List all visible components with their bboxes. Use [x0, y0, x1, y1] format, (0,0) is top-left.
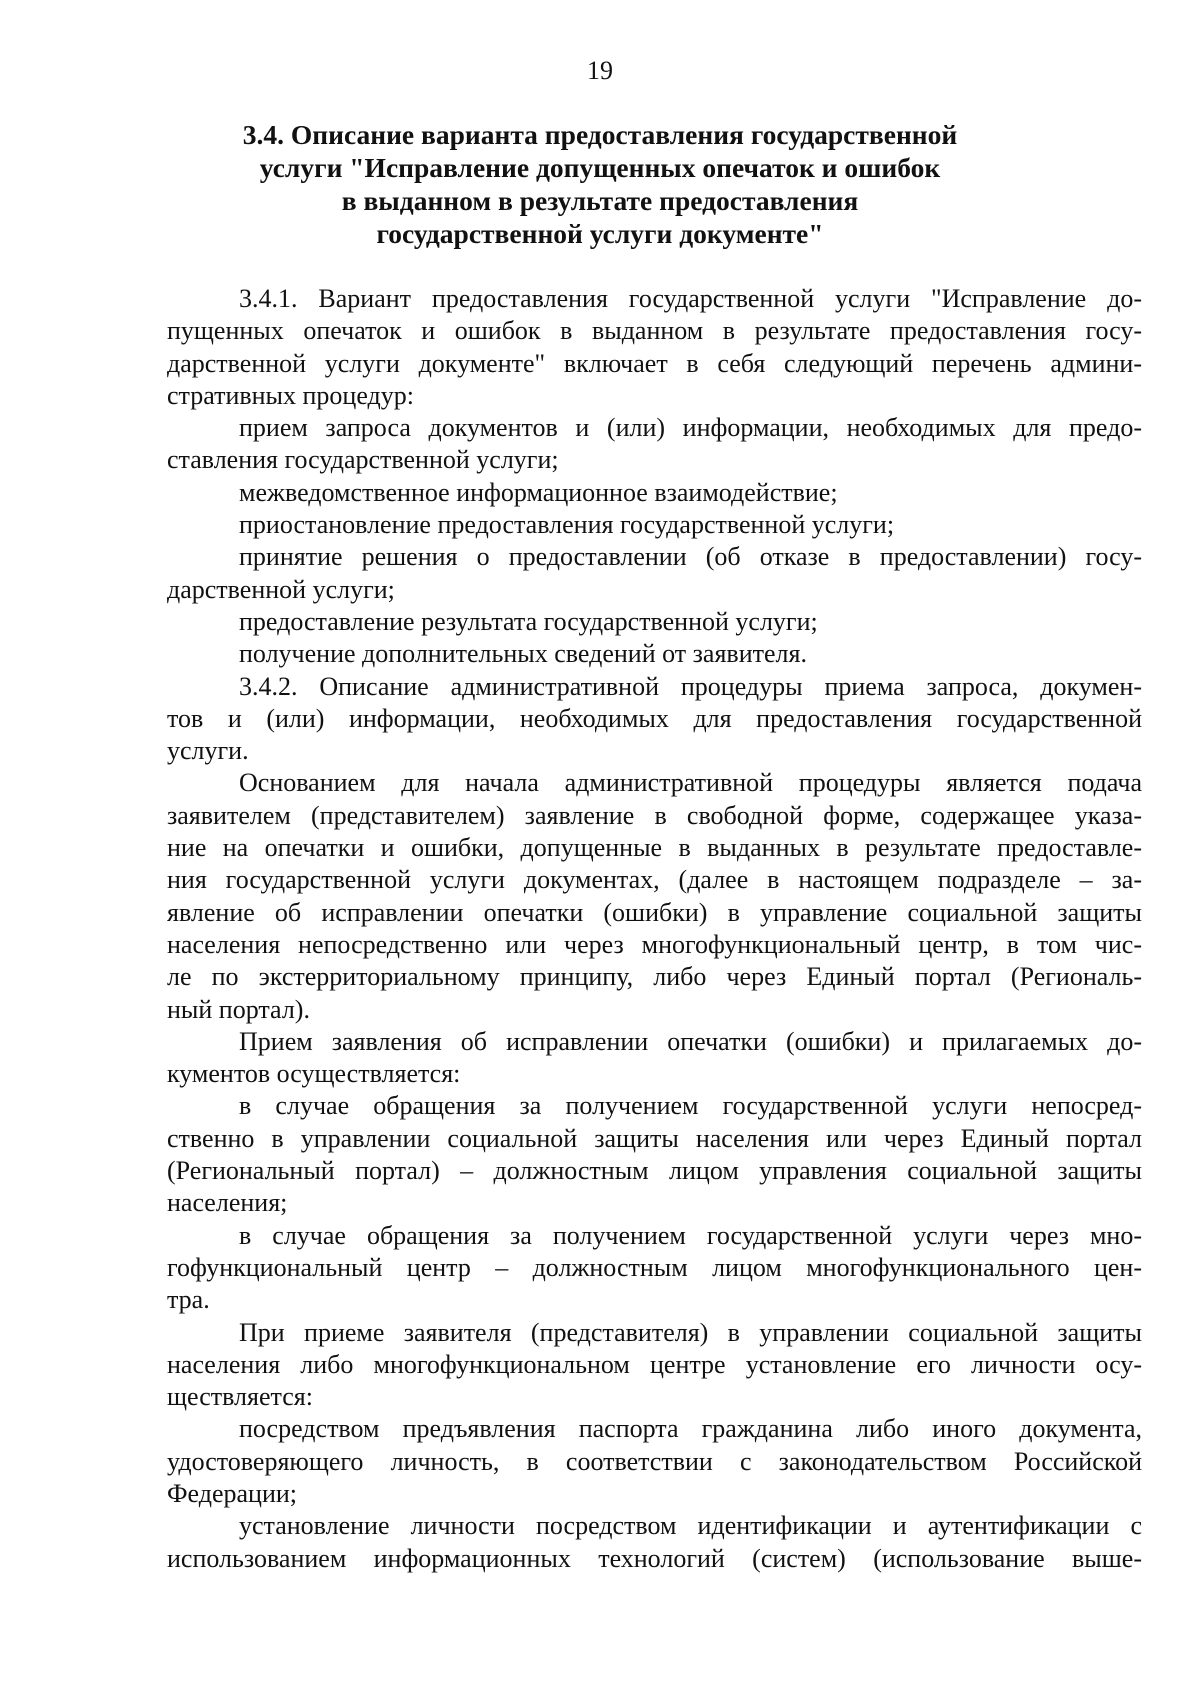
- text-line: посредством предъявления паспорта гражданина либо иного документа,: [239, 1414, 1142, 1444]
- text-line: стративных процедур:: [167, 380, 414, 410]
- text-line: гофункциональный центр – должностным лицом многофункционального цен-: [167, 1252, 1142, 1282]
- text-line: удостоверяющего личность, в соответствии с законодательством Российской: [167, 1446, 1142, 1476]
- text-line: ле по экстерриториальному принципу, либо через Единый портал (Региональ-: [167, 962, 1142, 992]
- text-line: (Региональный портал) – должностным лицом управления социальной защиты: [167, 1156, 1142, 1186]
- text-line: населения;: [167, 1188, 288, 1218]
- list-item-case: [167, 1090, 1142, 1219]
- text-line: ственно в управлении социальной защиты населения или через Единый портал: [167, 1123, 1142, 1153]
- text-line: услуги.: [167, 736, 249, 766]
- list-item-procedure: [167, 477, 1142, 509]
- text-line: приостановление предоставления государственной услуги;: [239, 510, 895, 540]
- list-item-procedure: [167, 638, 1142, 670]
- text-line: кументов осуществляется:: [167, 1059, 461, 1089]
- text-line: получение дополнительных сведений от заявителя.: [239, 639, 807, 669]
- text-line: прием запроса документов и (или) информации, необходимых для предо-: [239, 413, 1142, 443]
- section-title-line: 3.4. Описание варианта предоставления государственной: [242, 119, 958, 150]
- list-item-case: [167, 1220, 1142, 1317]
- paragraph: [167, 767, 1142, 1025]
- text-line: ный портал).: [167, 994, 310, 1024]
- list-item-procedure: [167, 509, 1142, 541]
- section-title-line: в выданном в результате предоставления: [341, 185, 859, 216]
- list-item-method: [167, 1413, 1142, 1510]
- text-line: тра.: [167, 1285, 210, 1315]
- text-line: пущенных опечаток и ошибок в выданном в результате предоставления госу-: [167, 316, 1142, 346]
- section-title: [150, 118, 1050, 250]
- paragraph-3-4-1: [167, 283, 1142, 412]
- text-line: заявителем (представителем) заявление в свободной форме, содержащее указа-: [167, 800, 1142, 830]
- text-line: межведомственное информационное взаимодействие;: [239, 477, 838, 507]
- text-line: ния государственной услуги документах, (далее в настоящем подразделе – за-: [167, 865, 1142, 895]
- text-line: 3.4.1. Вариант предоставления государственной услуги "Исправление до-: [239, 284, 1142, 313]
- list-item-method: [167, 1510, 1142, 1575]
- text-line: ние на опечатки и ошибки, допущенные в выданных в результате предоставле-: [167, 833, 1142, 863]
- section-title-line: услуги "Исправление допущенных опечаток и ошибок: [259, 152, 941, 183]
- text-line: в случае обращения за получением государственной услуги непосред-: [239, 1091, 1142, 1121]
- paragraph: [167, 1026, 1142, 1091]
- list-item-procedure: [167, 412, 1142, 477]
- text-line: использованием информационных технологий (систем) (использование выше-: [167, 1543, 1142, 1573]
- text-line: предоставление результата государственной услуги;: [239, 606, 818, 636]
- text-line: явление об исправлении опечатки (ошибки) в управление социальной защиты: [167, 897, 1142, 927]
- text-line: принятие решения о предоставлении (об отказе в предоставлении) госу-: [239, 542, 1142, 572]
- text-line: При приеме заявителя (представителя) в управлении социальной защиты: [239, 1317, 1142, 1347]
- text-line: тов и (или) информации, необходимых для предоставления государственной: [167, 703, 1142, 733]
- paragraph: [167, 1317, 1142, 1414]
- text-line: дарственной услуги документе" включает в себя следующий перечень админи-: [167, 348, 1142, 378]
- text-line: населения либо многофункциональном центре установление его личности осу-: [167, 1349, 1142, 1379]
- text-line: Прием заявления об исправлении опечатки (ошибки) и прилагаемых до-: [239, 1026, 1142, 1056]
- list-item-procedure: [167, 541, 1142, 606]
- text-line: 3.4.2. Описание административной процедуры приема запроса, докумен-: [239, 671, 1142, 701]
- page-number: 19: [587, 56, 613, 85]
- text-line: ставления государственной услуги;: [167, 445, 559, 475]
- section-title-line: государственной услуги документе": [376, 218, 824, 249]
- text-line: ществляется:: [167, 1382, 313, 1412]
- text-line: установление личности посредством идентификации и аутентификации с: [239, 1511, 1142, 1541]
- text-line: дарственной услуги;: [167, 574, 395, 604]
- document-body: [167, 283, 1142, 1575]
- text-line: Федерации;: [167, 1478, 298, 1508]
- text-line: населения непосредственно или через многофункциональный центр, в том чис-: [167, 929, 1142, 959]
- list-item-procedure: [167, 606, 1142, 638]
- text-line: Основанием для начала административной процедуры является подача: [239, 768, 1142, 798]
- paragraph-3-4-2: [167, 671, 1142, 768]
- text-line: в случае обращения за получением государственной услуги через мно-: [239, 1220, 1142, 1250]
